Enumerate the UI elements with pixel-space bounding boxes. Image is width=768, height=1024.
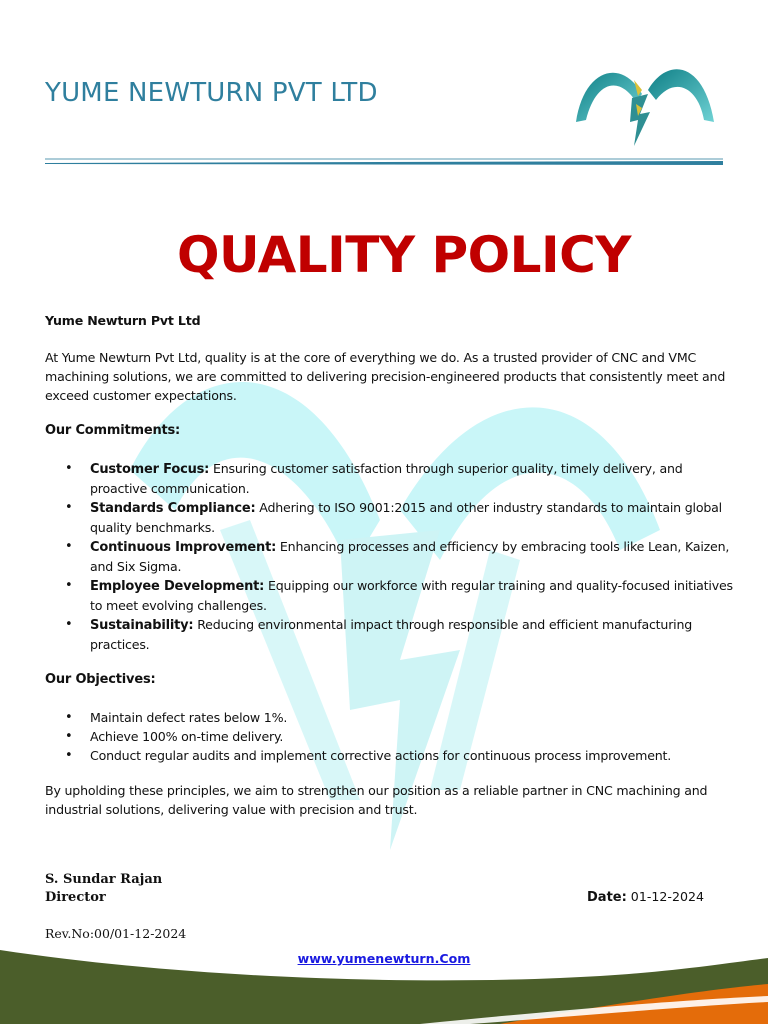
commitment-label: Employee Development: (90, 579, 265, 594)
commitment-item (90, 498, 735, 537)
commitment-text: Enhancing processes and efficiency by embracing tools like Lean, Kaizen, and Six Sigma. (90, 539, 730, 574)
commitment-item (90, 459, 735, 498)
commitments-list (45, 459, 735, 654)
signature-block (45, 871, 162, 907)
company-subtitle: Yume Newturn Pvt Ltd (45, 313, 201, 328)
objectives-heading: Our Objectives: (45, 672, 156, 687)
date-label: Date: (587, 890, 627, 905)
objective-item: • Maintain defect rates below 1%. (90, 708, 735, 727)
date-line (587, 889, 704, 905)
commitment-text: Ensuring customer satisfaction through superior quality, timely delivery, and proactive communication. (90, 461, 683, 496)
objectives-list (45, 708, 735, 765)
revision-number: Rev.No:00/01-12-2024 (45, 926, 187, 941)
closing-paragraph: By upholding these principles, we aim to strengthen our position as a reliable partner in CNC machining and industrial solutions, delivering value with precision and trust. (45, 783, 708, 817)
date-value: 01-12-2024 (626, 889, 704, 904)
commitment-label: Standards Compliance: (90, 501, 256, 516)
commitment-label: Sustainability: (90, 618, 194, 633)
commitment-item (90, 615, 735, 654)
commitment-item (90, 576, 735, 615)
commitment-label: Customer Focus: (90, 462, 210, 477)
objective-item: • Conduct regular audits and implement corrective actions for continuous process improvement. (90, 746, 735, 765)
commitment-item (90, 537, 735, 576)
commitments-heading: Our Commitments: (45, 423, 181, 438)
commitment-text: Adhering to ISO 9001:2015 and other industry standards to maintain global quality benchmarks. (90, 500, 722, 535)
page-title: QUALITY POLICY (177, 226, 631, 284)
commitment-text: Reducing environmental impact through responsible and efficient manufacturing practices. (90, 617, 693, 652)
company-name-heading: YUME NEWTURN PVT LTD (45, 78, 378, 108)
header-divider (45, 158, 723, 168)
signatory-role: Director (45, 890, 106, 905)
policy-body (45, 311, 735, 819)
commitment-text: Equipping our workforce with regular training and quality-focused initiatives to meet evolving challenges. (90, 578, 733, 613)
website-link[interactable]: www.yumenewturn.Com (297, 951, 471, 966)
signatory-name: S. Sundar Rajan (45, 872, 163, 887)
objective-item: • Achieve 100% on-time delivery. (90, 727, 735, 746)
commitment-label: Continuous Improvement: (90, 540, 277, 555)
company-logo-icon (572, 50, 717, 150)
intro-paragraph: At Yume Newturn Pvt Ltd, quality is at the core of everything we do. As a trusted provider of CNC and VMC machining solutions, we are committed to delivering precision-engineered products that consistently meet and exceed customer expectations. (45, 350, 726, 403)
